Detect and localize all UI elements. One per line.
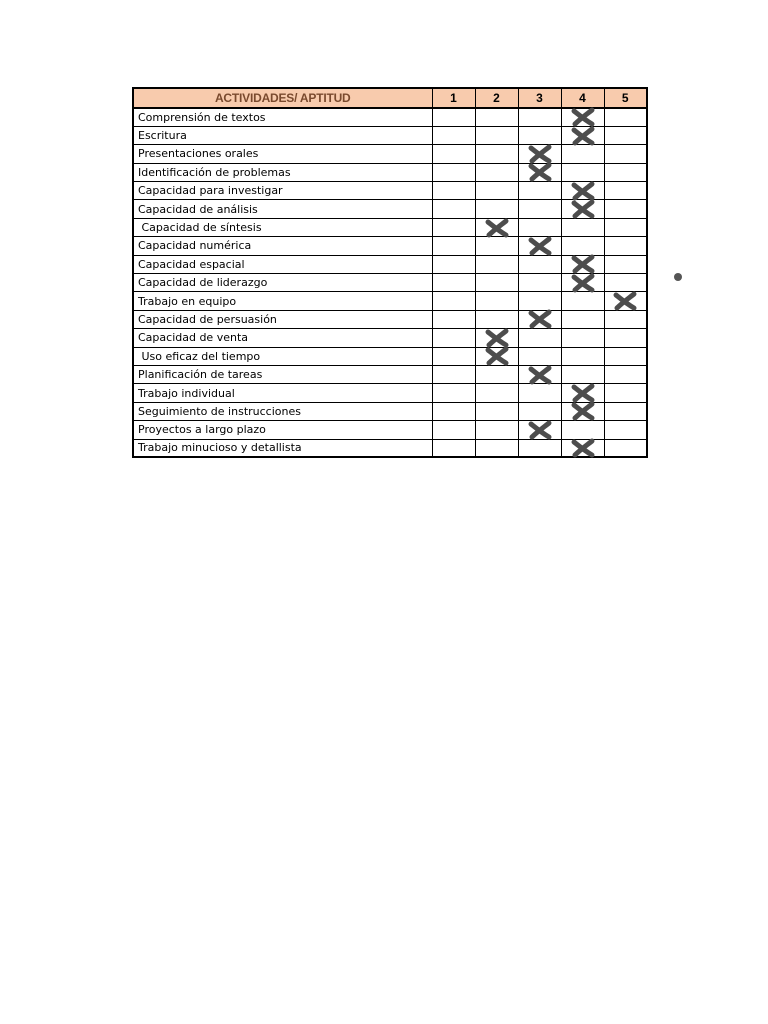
table-row (133, 145, 647, 163)
handwritten-x-mark-icon (527, 308, 553, 330)
activity-label: Trabajo en equipo (133, 292, 432, 310)
handwritten-x-mark-icon (570, 125, 596, 147)
score-cell-3 (518, 108, 561, 126)
activity-label: Capacidad para investigar (133, 182, 432, 200)
score-cell-2 (475, 365, 518, 383)
handwritten-x-mark-icon (484, 345, 510, 367)
score-cell-5 (604, 237, 647, 255)
score-cell-4 (561, 182, 604, 200)
score-cell-5 (604, 292, 647, 310)
score-cell-2 (475, 310, 518, 328)
score-cell-1 (432, 365, 475, 383)
activity-label: Capacidad de liderazgo (133, 274, 432, 292)
handwritten-x-mark-icon (612, 290, 638, 312)
score-cell-2 (475, 274, 518, 292)
score-cell-1 (432, 163, 475, 181)
score-cell-4 (561, 200, 604, 218)
aptitude-table (132, 87, 648, 458)
table-row (133, 365, 647, 383)
score-cell-4 (561, 439, 604, 457)
score-cell-1 (432, 292, 475, 310)
table-row (133, 163, 647, 181)
header-score-3: 3 (518, 88, 561, 108)
score-cell-1 (432, 255, 475, 273)
table-row (133, 108, 647, 126)
table-row (133, 421, 647, 439)
score-cell-3 (518, 145, 561, 163)
bullet-dot-icon (674, 273, 682, 281)
score-cell-1 (432, 274, 475, 292)
score-cell-4 (561, 347, 604, 365)
score-cell-3 (518, 347, 561, 365)
handwritten-x-mark-icon (527, 419, 553, 441)
score-cell-4 (561, 145, 604, 163)
activity-label: Seguimiento de instrucciones (133, 402, 432, 420)
score-cell-4 (561, 255, 604, 273)
score-cell-3 (518, 126, 561, 144)
score-cell-1 (432, 237, 475, 255)
score-cell-2 (475, 421, 518, 439)
score-cell-3 (518, 310, 561, 328)
score-cell-4 (561, 218, 604, 236)
score-cell-2 (475, 145, 518, 163)
score-cell-1 (432, 108, 475, 126)
table-row (133, 218, 647, 236)
score-cell-2 (475, 402, 518, 420)
score-cell-5 (604, 329, 647, 347)
score-cell-4 (561, 384, 604, 402)
activity-label: Capacidad de análisis (133, 200, 432, 218)
handwritten-x-mark-icon (570, 272, 596, 294)
score-cell-4 (561, 163, 604, 181)
score-cell-2 (475, 126, 518, 144)
table-body (133, 108, 647, 457)
score-cell-5 (604, 218, 647, 236)
score-cell-5 (604, 163, 647, 181)
score-cell-5 (604, 384, 647, 402)
table-row (133, 200, 647, 218)
activity-label: Identificación de problemas (133, 163, 432, 181)
handwritten-x-mark-icon (570, 106, 596, 128)
score-cell-1 (432, 200, 475, 218)
score-cell-2 (475, 384, 518, 402)
handwritten-x-mark-icon (527, 161, 553, 183)
score-cell-3 (518, 182, 561, 200)
score-cell-5 (604, 145, 647, 163)
handwritten-x-mark-icon (570, 400, 596, 422)
activity-label: Uso eficaz del tiempo (133, 347, 432, 365)
table-row (133, 310, 647, 328)
score-cell-4 (561, 292, 604, 310)
score-cell-1 (432, 347, 475, 365)
activity-label: Capacidad de venta (133, 329, 432, 347)
activity-label: Capacidad espacial (133, 255, 432, 273)
table-row (133, 402, 647, 420)
score-cell-2 (475, 439, 518, 457)
score-cell-5 (604, 310, 647, 328)
handwritten-x-mark-icon (570, 198, 596, 220)
score-cell-4 (561, 108, 604, 126)
score-cell-3 (518, 329, 561, 347)
score-cell-5 (604, 365, 647, 383)
activity-label: Presentaciones orales (133, 145, 432, 163)
score-cell-5 (604, 182, 647, 200)
header-score-5: 5 (604, 88, 647, 108)
score-cell-3 (518, 365, 561, 383)
activity-label: Proyectos a largo plazo (133, 421, 432, 439)
score-cell-5 (604, 402, 647, 420)
score-cell-4 (561, 237, 604, 255)
activity-label: Trabajo individual (133, 384, 432, 402)
score-cell-2 (475, 347, 518, 365)
handwritten-x-mark-icon (570, 253, 596, 275)
score-cell-3 (518, 200, 561, 218)
activity-label: Capacidad numérica (133, 237, 432, 255)
score-cell-2 (475, 292, 518, 310)
score-cell-3 (518, 218, 561, 236)
score-cell-1 (432, 384, 475, 402)
score-cell-4 (561, 274, 604, 292)
table-row (133, 347, 647, 365)
score-cell-4 (561, 365, 604, 383)
score-cell-3 (518, 274, 561, 292)
score-cell-1 (432, 310, 475, 328)
table-header-row (133, 88, 647, 108)
table-row (133, 237, 647, 255)
score-cell-2 (475, 237, 518, 255)
score-cell-3 (518, 421, 561, 439)
score-cell-1 (432, 329, 475, 347)
header-score-4: 4 (561, 88, 604, 108)
score-cell-4 (561, 329, 604, 347)
score-cell-2 (475, 182, 518, 200)
score-cell-3 (518, 439, 561, 457)
score-cell-2 (475, 200, 518, 218)
score-cell-5 (604, 439, 647, 457)
score-cell-5 (604, 421, 647, 439)
score-cell-1 (432, 182, 475, 200)
score-cell-2 (475, 108, 518, 126)
score-cell-5 (604, 274, 647, 292)
score-cell-2 (475, 255, 518, 273)
score-cell-2 (475, 163, 518, 181)
table-row (133, 384, 647, 402)
score-cell-4 (561, 126, 604, 144)
activity-label: Trabajo minucioso y detallista (133, 439, 432, 457)
score-cell-1 (432, 218, 475, 236)
score-cell-3 (518, 237, 561, 255)
score-cell-1 (432, 402, 475, 420)
score-cell-4 (561, 421, 604, 439)
score-cell-3 (518, 384, 561, 402)
score-cell-4 (561, 402, 604, 420)
table-row (133, 255, 647, 273)
score-cell-5 (604, 200, 647, 218)
table-row (133, 329, 647, 347)
table-row (133, 182, 647, 200)
activity-label: Planificación de tareas (133, 365, 432, 383)
activity-label: Capacidad de persuasión (133, 310, 432, 328)
table-row (133, 126, 647, 144)
table-row (133, 439, 647, 457)
handwritten-x-mark-icon (527, 235, 553, 257)
handwritten-x-mark-icon (570, 180, 596, 202)
header-score-2: 2 (475, 88, 518, 108)
score-cell-1 (432, 126, 475, 144)
handwritten-x-mark-icon (570, 437, 596, 459)
handwritten-x-mark-icon (527, 364, 553, 386)
score-cell-3 (518, 292, 561, 310)
handwritten-x-mark-icon (484, 327, 510, 349)
score-cell-4 (561, 310, 604, 328)
score-cell-1 (432, 145, 475, 163)
table-row (133, 292, 647, 310)
score-cell-2 (475, 218, 518, 236)
handwritten-x-mark-icon (570, 382, 596, 404)
score-cell-1 (432, 421, 475, 439)
handwritten-x-mark-icon (484, 217, 510, 239)
table-row (133, 274, 647, 292)
header-activity-aptitude: ACTIVIDADES/ APTITUD (133, 88, 432, 108)
score-cell-3 (518, 402, 561, 420)
handwritten-x-mark-icon (527, 143, 553, 165)
score-cell-1 (432, 439, 475, 457)
score-cell-5 (604, 126, 647, 144)
score-cell-5 (604, 255, 647, 273)
header-score-1: 1 (432, 88, 475, 108)
score-cell-3 (518, 163, 561, 181)
score-cell-3 (518, 255, 561, 273)
score-cell-2 (475, 329, 518, 347)
activity-label: Comprensión de textos (133, 108, 432, 126)
activity-label: Capacidad de síntesis (133, 218, 432, 236)
score-cell-5 (604, 108, 647, 126)
score-cell-5 (604, 347, 647, 365)
activity-label: Escritura (133, 126, 432, 144)
